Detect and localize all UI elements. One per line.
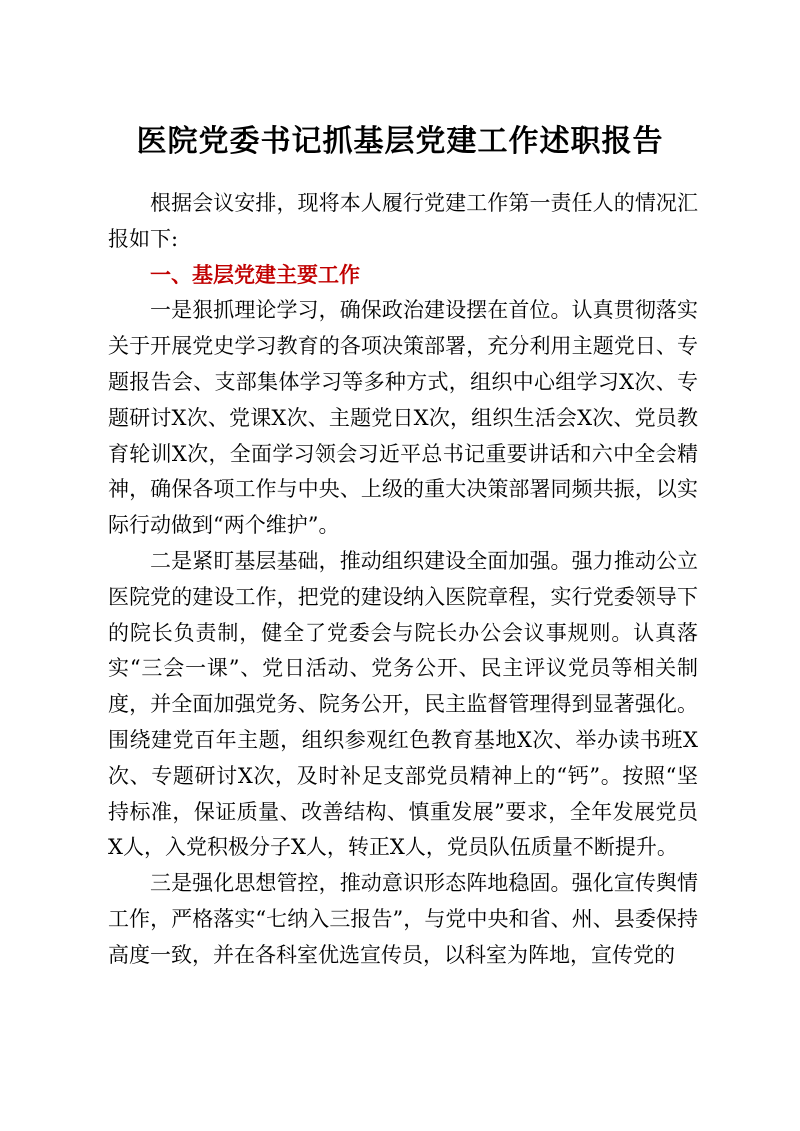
document-title: 医院党委书记抓基层党建工作述职报告 [136,124,664,159]
section-heading: 一、基层党建主要工作 [150,262,360,287]
paragraph-ideology-control: 三是强化思想管控，推动意识形态阵地稳固。强化宣传舆情工作，严格落实“七纳入三报告”，与党中央和省、州、县委保持高度一致，并在各科室优选宣传员，以科室为阵地，宣传党的 [108,871,698,967]
intro-paragraph: 根据会议安排，现将本人履行党建工作第一责任人的情况汇报如下: [108,191,698,251]
paragraph-theory-study: 一是狠抓理论学习，确保政治建设摆在首位。认真贯彻落实关于开展党史学习教育的各项决策部署，充分利用主题党日、专题报告会、支部集体学习等多种方式，组织中心组学习X次、专题研讨X次、党课X次、主题党日X次，组织生活会X次、党员教育轮训X次，全面学习领会习近平总书记重要讲话和六中全会精神，确保各项工作与中央、上级的重大决策部署同频共振，以实际行动做到“两个维护”。 [108,298,698,538]
document-body [108,186,698,974]
paragraph-organization-building: 二是紧盯基层基础，推动组织建设全面加强。强力推动公立医院党的建设工作，把党的建设纳入医院章程，实行党委领导下的院长负责制，健全了党委会与院长办公会议事规则。认真落实“三会一课”、党日活动、党务公开、民主评议党员等相关制度，并全面加强党务、院务公开，民主监督管理得到显著强化。围绕建党百年主题，组织参观红色教育基地X次、举办读书班X次、专题研讨X次，及时补足支部党员精神上的“钙”。按照“坚持标准，保证质量、改善结构、慎重发展”要求，全年发展党员X人，入党积极分子X人，转正X人，党员队伍质量不断提升。 [108,548,698,860]
